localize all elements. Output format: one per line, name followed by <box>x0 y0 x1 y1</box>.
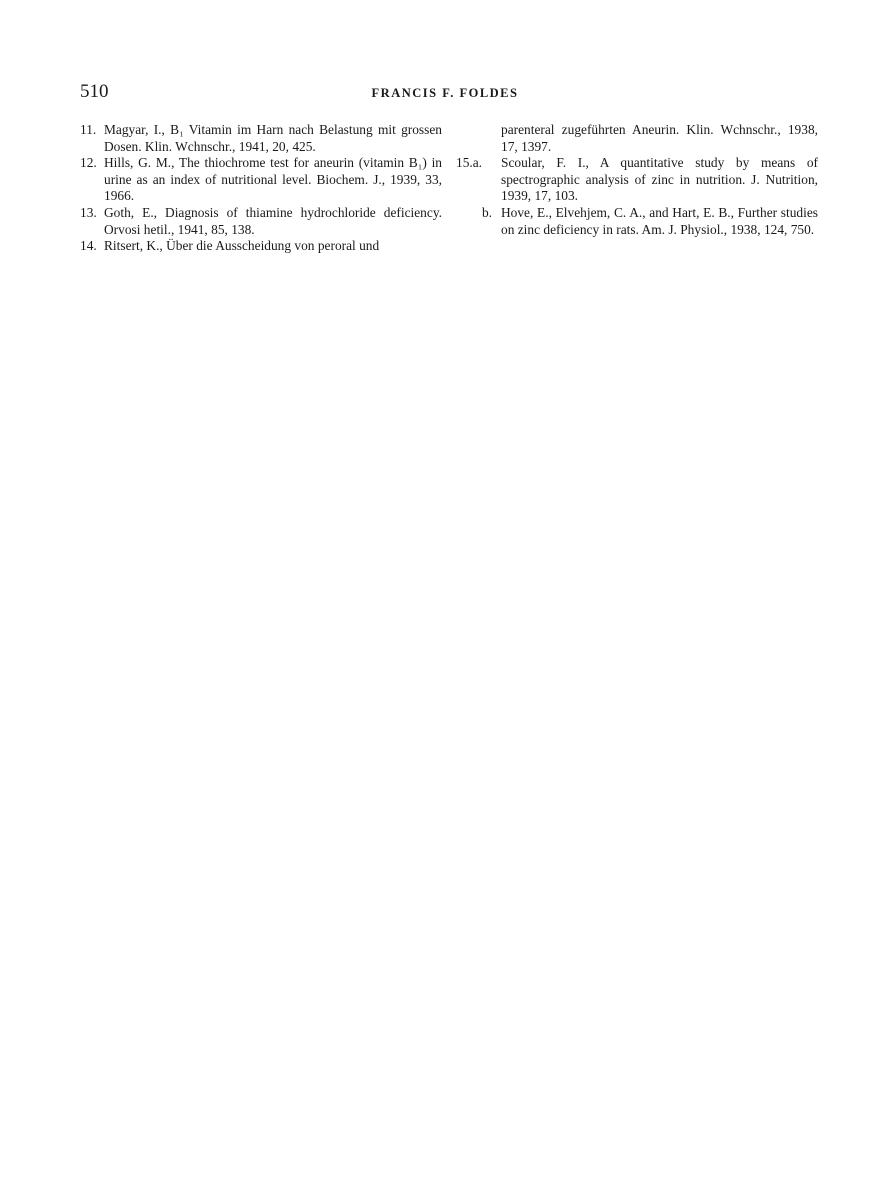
reference-15a <box>456 155 818 205</box>
references-right-column <box>456 122 818 238</box>
reference-text: Magyar, I., B₁ Vitamin im Harn nach Belastung mit grossen Dosen. Klin. Wchnschr., 1941, 20, 425. <box>104 122 442 154</box>
reference-number: b. <box>481 204 492 220</box>
reference-text: Goth, E., Diagnosis of thiamine hydrochloride deficiency. Orvosi hetil., 1941, 85, 138. <box>104 204 442 237</box>
reference-number: 15.a. <box>456 155 483 171</box>
reference-text: Hove, E., Elvehjem, C. A., and Hart, E. B., Further studies on zinc deficiency in rats. Am. J. Physiol., 1938, 124, 750. <box>501 204 818 237</box>
reference-number: 13. <box>80 204 97 220</box>
references-left-column <box>80 122 442 255</box>
reference-number: 11. <box>80 122 97 137</box>
running-head: FRANCIS F. FOLDES <box>371 86 519 100</box>
reference-14-continuation: parenteral zugeführten Aneurin. Klin. Wchnschr., 1938, 17, 1397. <box>501 122 818 154</box>
reference-12 <box>80 155 442 205</box>
reference-number: 12. <box>80 155 97 171</box>
reference-14 <box>80 238 442 255</box>
reference-text: Ritsert, K., Über die Ausscheidung von peroral und <box>104 238 380 254</box>
reference-text: Hills, G. M., The thiochrome test for aneurin (vitamin B₁) in urine as an index of nutritional level. Biochem. J., 1939, 33, 1966. <box>104 155 442 204</box>
reference-11 <box>80 122 442 155</box>
reference-13 <box>80 205 442 238</box>
page-number: 510 <box>80 81 109 102</box>
reference-number: 14. <box>80 238 97 254</box>
reference-15b <box>456 205 818 238</box>
reference-text: Scoular, F. I., A quantitative study by means of spectrographic analysis of zinc in nutrition. J. Nutrition, 1939, 17, 103. <box>501 155 818 204</box>
